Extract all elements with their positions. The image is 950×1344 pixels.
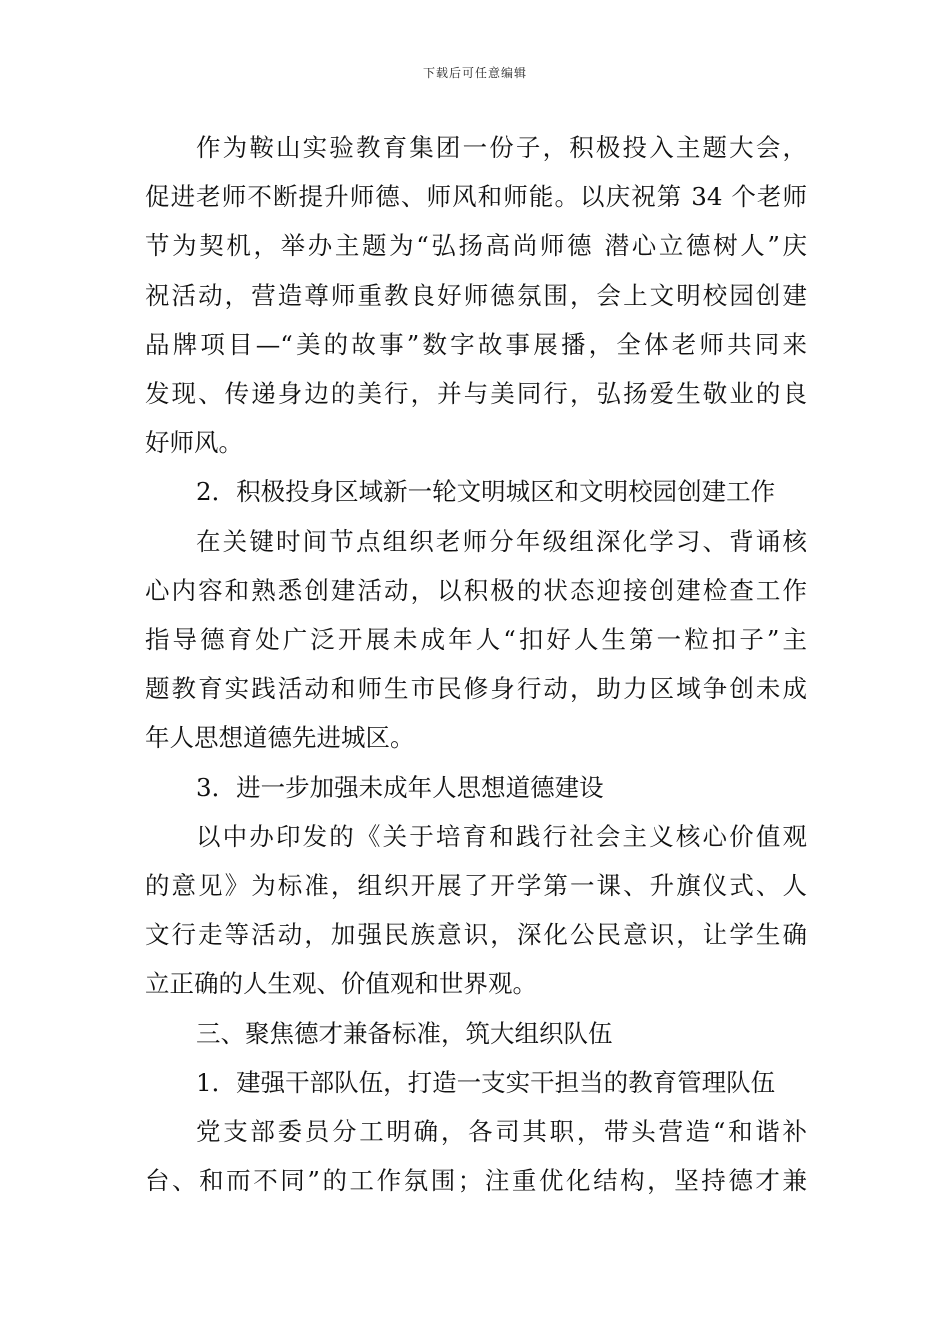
- text-line: 1．建强干部队伍，打造一支实干担当的教育管理队伍: [196, 1067, 776, 1097]
- text-line: 祝活动，营造尊师重教良好师德氛围，会上文明校园创建: [145, 280, 807, 310]
- text-line: 立正确的人生观、价值观和世界观。: [145, 969, 537, 999]
- text-line: 品牌项目—“美的故事”数字故事展播，全体老师共同来: [145, 329, 807, 359]
- text-line: 发现、传递身边的美行，并与美同行，弘扬爱生敬业的良: [145, 379, 807, 409]
- text-line: 促进老师不断提升师德、师风和师能。以庆祝第 34 个老师: [145, 182, 807, 212]
- text-line: 题教育实践活动和师生市民修身行动，助力区域争创未成: [145, 674, 807, 704]
- section-heading-civilized-campus: [145, 467, 807, 516]
- text-line: 3．进一步加强未成年人思想道德建设: [196, 772, 604, 802]
- section-heading-team-building: [145, 1009, 807, 1058]
- paragraph-teacher-ethics: [145, 123, 807, 467]
- paragraph-moral-development: [145, 812, 807, 1009]
- text-line: 指导德育处广泛开展未成年人“扣好人生第一粒扣子”主: [145, 625, 807, 655]
- text-line: 三、聚焦德才兼备标准，筑大组织队伍: [196, 1018, 613, 1048]
- text-line: 好师风。: [145, 428, 243, 458]
- text-line: 在关键时间节点组织老师分年级组深化学习、背诵核: [196, 526, 807, 556]
- paragraph-party-branch: [145, 1107, 807, 1205]
- text-line: 作为鞍山实验教育集团一份子，积极投入主题大会，: [196, 133, 807, 162]
- text-line: 台、和而不同”的工作氛围；注重优化结构，坚持德才兼: [145, 1166, 807, 1196]
- text-line: 2．积极投身区域新一轮文明城区和文明校园创建工作: [196, 477, 776, 507]
- document-body: [145, 123, 807, 1205]
- section-heading-moral-development: [145, 763, 807, 812]
- text-line: 年人思想道德先进城区。: [145, 723, 415, 753]
- text-line: 节为契机，举办主题为“弘扬高尚师德 潜心立德树人”庆: [145, 231, 807, 261]
- section-heading-cadre-team: [145, 1058, 807, 1107]
- text-line: 的意见》为标准，组织开展了开学第一课、升旗仪式、人: [145, 871, 807, 901]
- text-line: 文行走等活动，加强民族意识，深化公民意识，让学生确: [145, 920, 807, 950]
- text-line: 心内容和熟悉创建活动，以积极的状态迎接创建检查工作: [145, 575, 807, 605]
- paragraph-civilized-campus: [145, 517, 807, 763]
- page-header: 下载后可任意编辑: [422, 66, 527, 80]
- text-line: 以中办印发的《关于培育和践行社会主义核心价值观: [196, 821, 807, 851]
- text-line: 党支部委员分工明确，各司其职，带头营造“和谐补: [196, 1117, 807, 1147]
